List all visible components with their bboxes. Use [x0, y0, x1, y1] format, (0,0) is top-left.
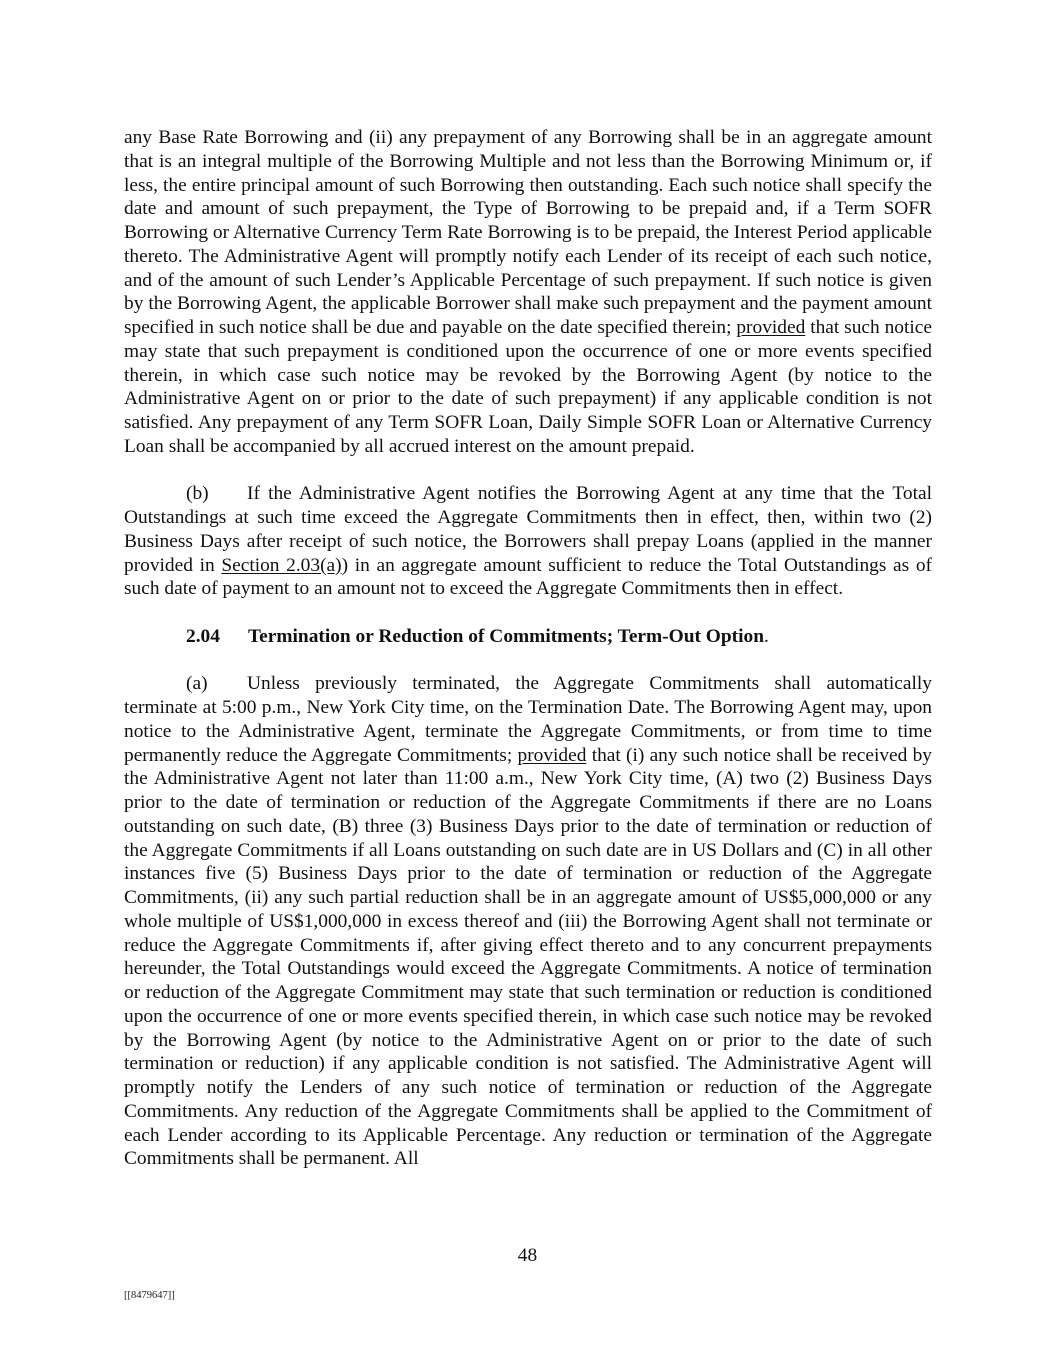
continuation-paragraph: any Base Rate Borrowing and (ii) any prepayment of any Borrowing shall be in an aggregate amount that is an integral multiple of the Borrowing Multiple and not less than the Borrowing Minimum or, if less, the entire principal amount of such Borrowing then outstanding. Each such notice shall specify the date and amount of such prepayment, the Type of Borrowing to be prepaid and, if a Term SOFR Borrowing or Alternative Currency Term Rate Borrowing is to be prepaid, the Interest Period applicable thereto. The Administrative Agent will promptly notify each Lender of its receipt of each such notice, and of the amount of such Lender’s Applicable Percentage of such prepayment. If such notice is given by the Borrowing Agent, the applicable Borrower shall make such prepayment and the payment amount specified in such notice shall be due and payable on the date specified therein; provided that such notice may state that such prepayment is conditioned upon the occurrence of one or more events specified therein, in which case such notice may be revoked by the Borrowing Agent (by notice to the Administrative Agent on or prior to the date of such prepayment) if any applicable condition is not satisfied. Any prepayment of any Term SOFR Loan, Daily Simple SOFR Loan or Alternative Currency Loan shall be accompanied by all accrued interest on the amount prepaid.: [124, 127, 932, 457]
provided-term: provided: [517, 744, 587, 766]
document-page: [124, 126, 932, 1171]
provided-term: provided: [736, 317, 806, 338]
paragraph-label: (b): [186, 483, 209, 505]
paragraph-b: (b) If the Administrative Agent notifies the Borrowing Agent at any time that the Total Outstandings at such time exceed the Aggregate Commitments then in effect, then, within two (2) Business Days after receipt of such notice, the Borrowers shall prepay Loans (applied in the manner provided in Section 2.03(a)) in an aggregate amount sufficient to reduce the Total Outstandings as of such date of payment to an amount not to exceed the Aggregate Commitments then in effect.: [124, 483, 932, 600]
section-title: Termination or Reduction of Commitments; Term-Out Option: [248, 625, 764, 647]
paragraph-label: (a): [186, 673, 208, 695]
document-id: [[8479647]]: [124, 1290, 175, 1301]
page-number: 48: [517, 1245, 538, 1266]
section-number: 2.04: [186, 625, 220, 647]
paragraph-a: (a) Unless previously terminated, the Aggregate Commitments shall automatically terminate at 5:00 p.m., New York City time, on the Termination Date. The Borrowing Agent may, upon notice to the Administrative Agent, terminate the Aggregate Commitments, or from time to time permanently reduce the Aggregate Commitments; provided that (i) any such notice shall be received by the Administrative Agent not later than 11:00 a.m., New York City time, (A) two (2) Business Days prior to the date of termination or reduction of the Aggregate Commitments if there are no Loans outstanding on such date, (B) three (3) Business Days prior to the date of termination or reduction of the Aggregate Commitments if all Loans outstanding on such date are in US Dollars and (C) in all other instances five (5) Business Days prior to the date of termination or reduction of the Aggregate Commitments, (ii) any such partial reduction shall be in an aggregate amount of US$5,000,000 or any whole multiple of US$1,000,000 in excess thereof and (iii) the Borrowing Agent shall not terminate or reduce the Aggregate Commitments if, after giving effect thereto and to any concurrent prepayments hereunder, the Total Outstandings would exceed the Aggregate Commitments. A notice of termination or reduction of the Aggregate Commitment may state that such termination or reduction is conditioned upon the occurrence of one or more events specified therein, in which case such notice may be revoked by the Borrowing Agent (by notice to the Administrative Agent on or prior to the date of such termination or reduction) if any applicable condition is not satisfied. The Administrative Agent will promptly notify the Lenders of any such notice of termination or reduction of the Aggregate Commitments. Any reduction of the Aggregate Commitments shall be applied to the Commitment of each Lender according to its Applicable Percentage. Any reduction or termination of the Aggregate Commitments shall be permanent. All: [124, 673, 932, 1170]
section-reference-link[interactable]: Section 2.03(a): [221, 554, 342, 576]
section-heading: 2.04 Termination or Reduction of Commitments; Term-Out Option.: [186, 625, 769, 647]
